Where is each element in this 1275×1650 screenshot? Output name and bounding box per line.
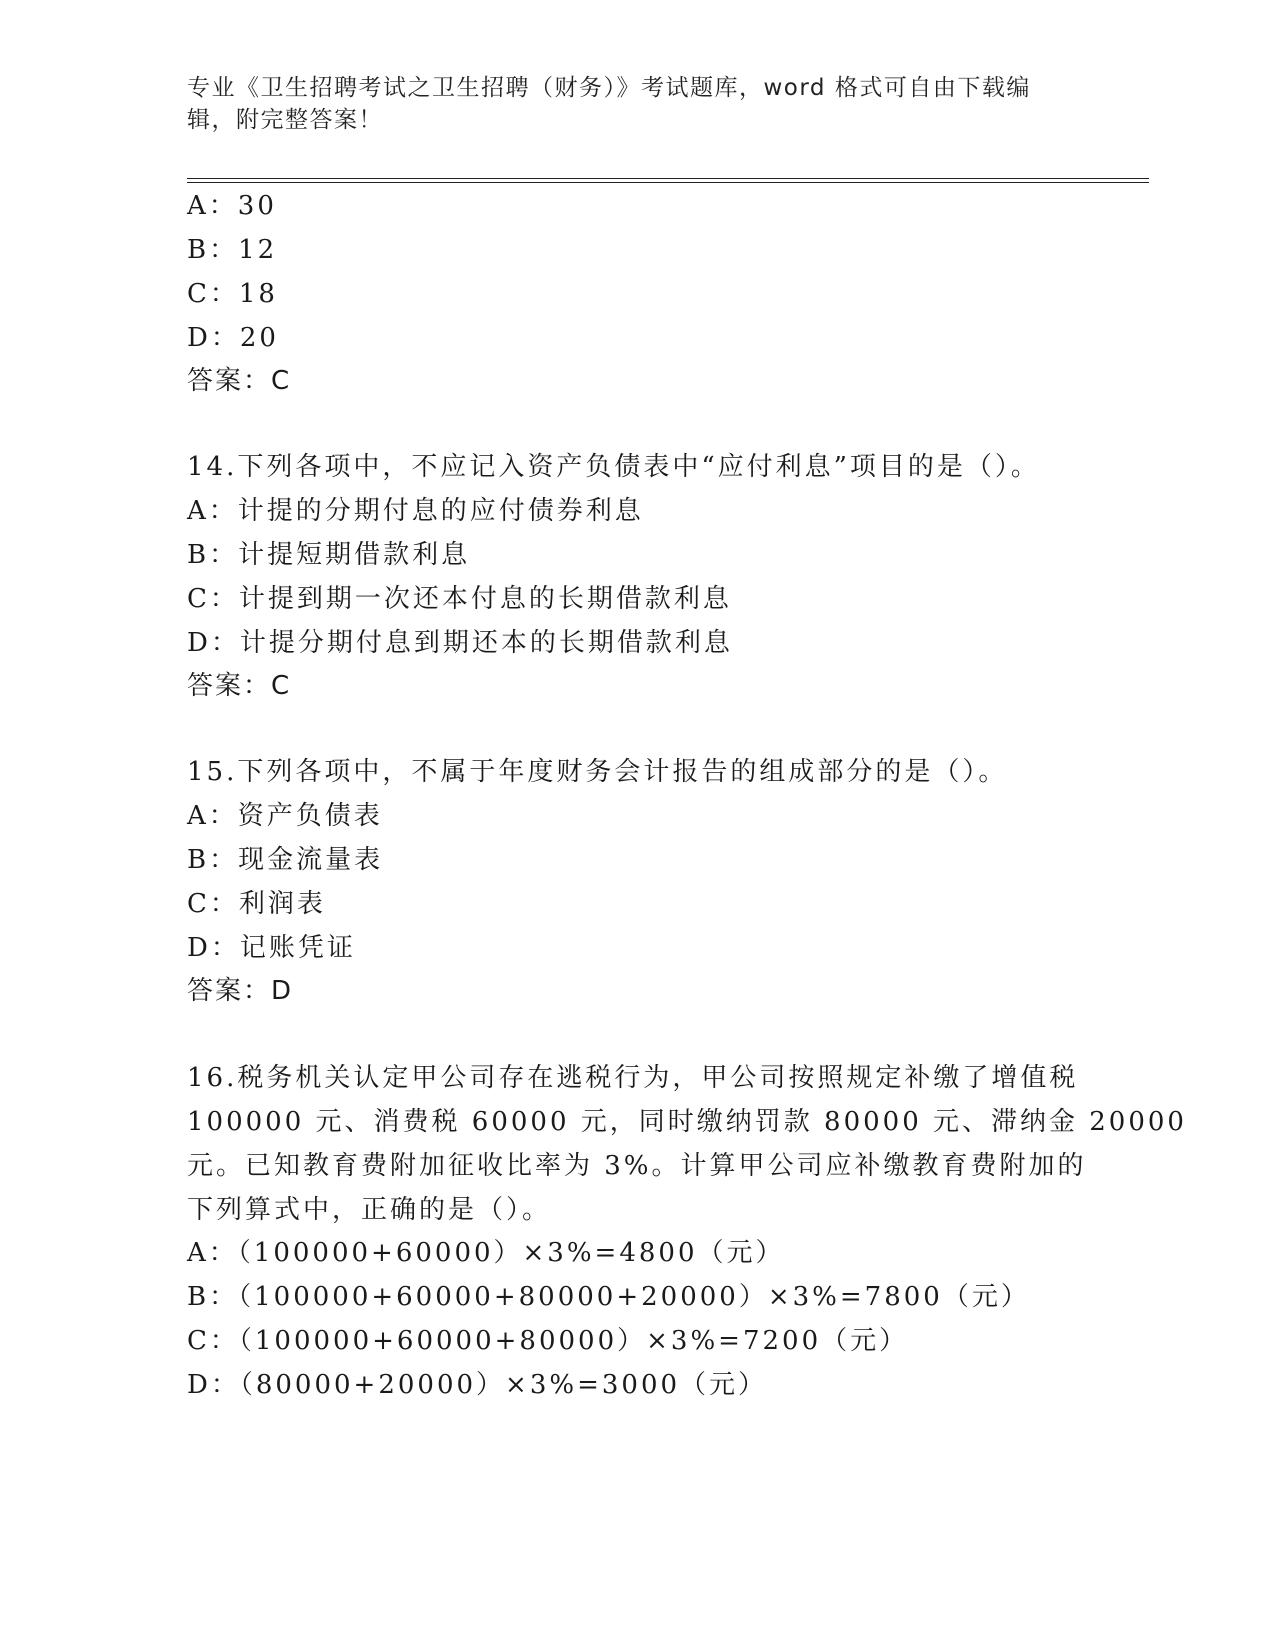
q15-option-b: B：现金流量表 bbox=[187, 845, 384, 875]
q16-question-line-2: 100000 元、消费税 60000 元，同时缴纳罚款 80000 元、滞纳金 20000 bbox=[187, 1107, 1187, 1137]
q13-option-b: B：12 bbox=[187, 235, 278, 265]
q16-question-line-3: 元。已知教育费附加征收比率为 3%。计算甲公司应补缴教育费附加的 bbox=[187, 1151, 1087, 1181]
q13-option-a: A：30 bbox=[187, 191, 277, 221]
q13-option-d: D：20 bbox=[187, 323, 279, 353]
q14-option-b: B：计提短期借款利息 bbox=[187, 540, 471, 570]
document-header: 专业《卫生招聘考试之卫生招聘（财务）》考试题库，word 格式可自由下载编辑，附完整答案！ bbox=[187, 75, 1031, 133]
q15-question: 15.下列各项中，不属于年度财务会计报告的组成部分的是（）。 bbox=[187, 757, 1008, 787]
q15-option-c: C：利润表 bbox=[187, 889, 326, 919]
q14-option-d: D：计提分期付息到期还本的长期借款利息 bbox=[187, 628, 733, 658]
q15-option-a: A：资产负债表 bbox=[187, 801, 383, 831]
q16-option-c: C：（100000+60000+80000）×3%=7200（元） bbox=[187, 1326, 909, 1356]
q16-question-line-4: 下列算式中，正确的是（）。 bbox=[187, 1195, 552, 1225]
q14-answer: 答案：C bbox=[187, 671, 292, 701]
q16-option-a: A：（100000+60000）×3%=4800（元） bbox=[187, 1238, 785, 1268]
q14-option-a: A：计提的分期付息的应付债券利息 bbox=[187, 496, 644, 526]
q16-option-d: D：（80000+20000）×3%=3000（元） bbox=[187, 1370, 768, 1400]
q15-option-d: D：记账凭证 bbox=[187, 933, 356, 963]
q14-question: 14.下列各项中，不应记入资产负债表中“应付利息”项目的是（）。 bbox=[187, 452, 1040, 482]
q16-option-b: B：（100000+60000+80000+20000）×3%=7800（元） bbox=[187, 1282, 1030, 1312]
q15-answer: 答案：D bbox=[187, 976, 294, 1006]
q13-answer: 答案：C bbox=[187, 366, 292, 396]
header-divider-bottom bbox=[187, 182, 1149, 183]
q16-question-line-1: 16.税务机关认定甲公司存在逃税行为，甲公司按照规定补缴了增值税 bbox=[187, 1063, 1079, 1093]
q13-option-c: C：18 bbox=[187, 279, 278, 309]
q14-option-c: C：计提到期一次还本付息的长期借款利息 bbox=[187, 584, 732, 614]
header-divider-top bbox=[187, 178, 1149, 179]
